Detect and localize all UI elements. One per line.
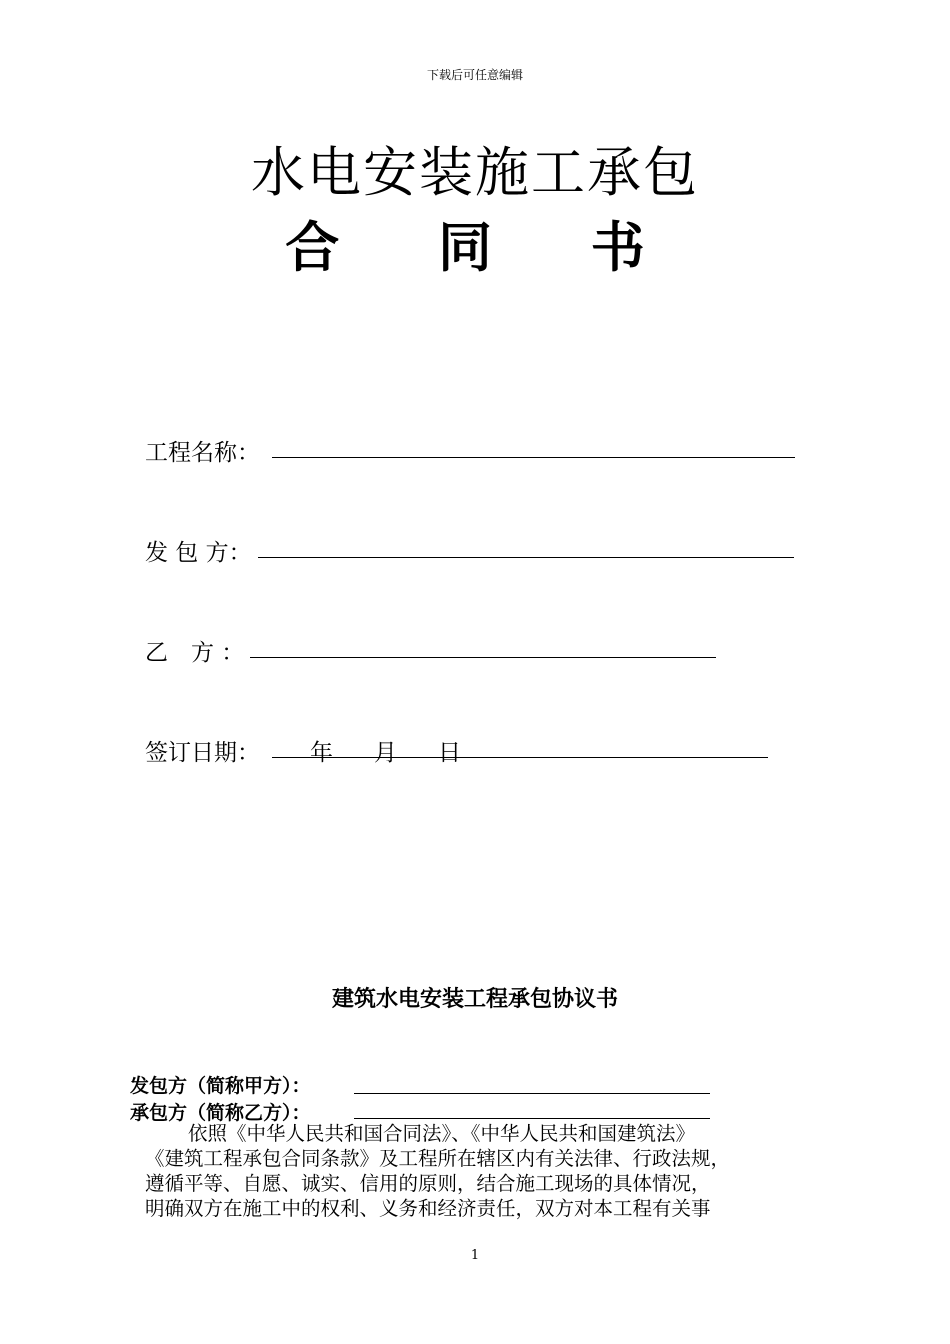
employer-label: 发 包 方： [145, 540, 252, 566]
party-b-line [250, 657, 716, 658]
document-subtitle: 合 同 书 [285, 215, 685, 279]
header-note: 下载后可任意编辑 [426, 68, 523, 82]
body-line: 《建筑工程承包合同条款》及工程所在辖区内有关法律、行政法规， [145, 1147, 731, 1170]
sign-date-line [272, 757, 768, 758]
page-number: 1 [470, 1248, 480, 1263]
party-b-agreement-line [354, 1118, 710, 1119]
body-line: 遵循平等、自愿、诚实、信用的原则，结合施工现场的具体情况， [145, 1172, 711, 1195]
party-a-line [354, 1093, 710, 1094]
sign-date-label: 签订日期： [145, 740, 260, 766]
body-line: 依照《中华人民共和国合同法》、《中华人民共和国建筑法》 [188, 1122, 696, 1145]
party-a-label: 发包方（简称甲方）： [130, 1075, 311, 1097]
project-name-line [272, 457, 795, 458]
body-line: 明确双方在施工中的权利、义务和经济责任，双方对本工程有关事 [145, 1197, 711, 1220]
document-title: 水电安装施工承包 [251, 141, 699, 204]
party-b-agreement-label: 承包方（简称乙方）： [130, 1102, 311, 1124]
agreement-title: 建筑水电安装工程承包协议书 [331, 986, 618, 1012]
date-day: 日 [438, 740, 461, 766]
employer-line [258, 557, 794, 558]
party-b-label: 乙 方 ： [145, 640, 245, 666]
date-month: 月 [374, 740, 397, 766]
project-name-label: 工程名称： [145, 440, 260, 466]
date-year: 年 [310, 740, 333, 766]
